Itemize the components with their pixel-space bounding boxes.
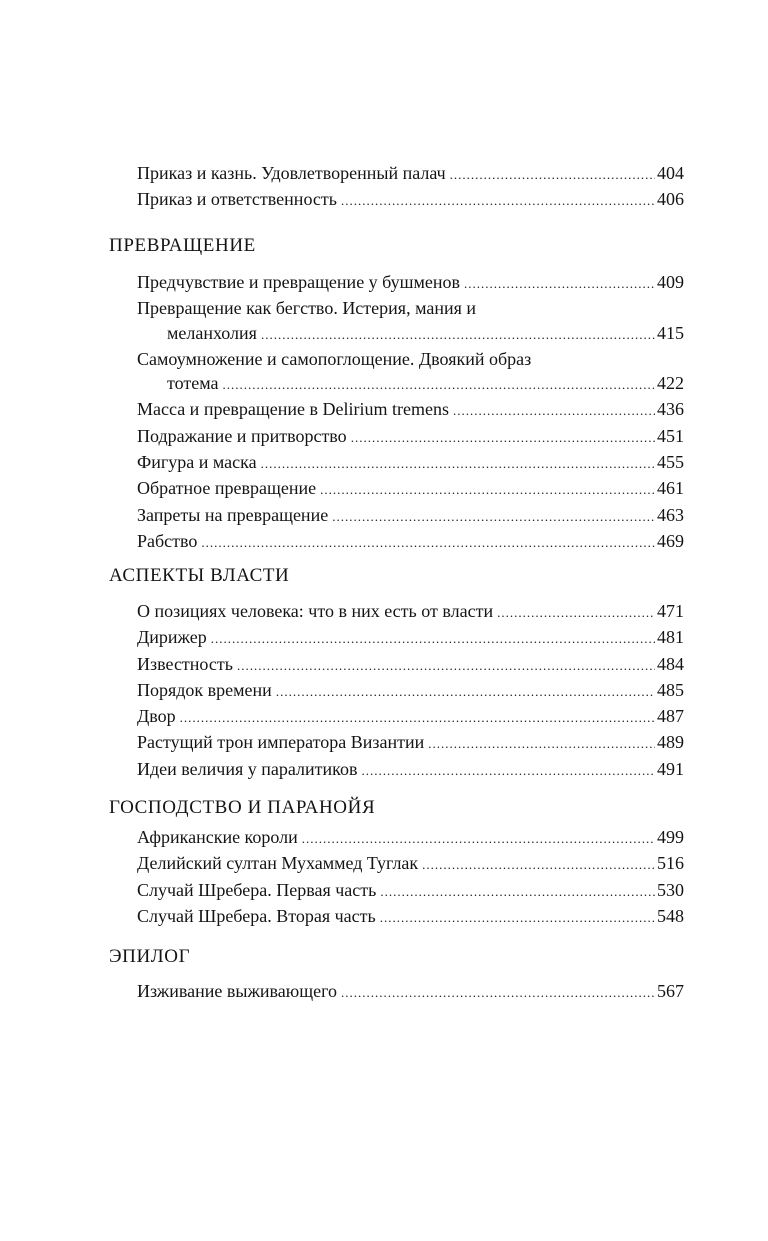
toc-entry-title: Приказ и казнь. Удовлетворенный палач — [137, 163, 446, 183]
toc-entry-title: меланхолия — [167, 322, 257, 343]
toc-entry-title: Известность — [137, 653, 233, 674]
dot-leader — [276, 680, 655, 704]
dot-leader — [428, 732, 655, 756]
toc-entry-title: Предчувствие и превращение у бушменов — [137, 272, 461, 292]
toc-entry[interactable] — [137, 599, 684, 625]
toc-entry[interactable] — [137, 296, 684, 347]
toc-page-number: 548 — [657, 905, 684, 926]
section-heading: ГОСПОДСТВО И ПАРАНОЙЯ — [109, 797, 376, 818]
dot-leader — [361, 759, 655, 783]
dot-leader — [380, 880, 655, 904]
dot-leader — [341, 981, 655, 1005]
toc-entry[interactable] — [137, 424, 684, 450]
toc-page-number: 422 — [657, 373, 684, 394]
toc-page-number: 481 — [657, 627, 684, 648]
toc-entry[interactable] — [137, 187, 684, 213]
dot-leader — [302, 827, 655, 851]
toc-page-number: 406 — [657, 189, 684, 210]
dot-leader — [450, 163, 655, 187]
toc-entry[interactable] — [137, 704, 684, 730]
dot-leader — [453, 399, 655, 423]
toc-page-number: 485 — [657, 679, 684, 700]
toc-page-number: 469 — [657, 530, 684, 551]
dot-leader — [261, 452, 655, 476]
toc-entry-title: тотема — [167, 373, 219, 394]
toc-entry-title: Обратное превращение — [137, 478, 317, 499]
toc-entry-title: Рабство — [137, 530, 198, 551]
dot-leader — [422, 853, 655, 877]
toc-page-number: 516 — [657, 853, 684, 874]
toc-page-number: 436 — [657, 399, 684, 420]
toc-entry[interactable] — [137, 529, 684, 555]
toc-section-transformation — [109, 234, 689, 555]
toc-entry-title: Растущий трон императора Византии — [137, 732, 425, 753]
toc-section-aspects-of-power — [109, 564, 689, 783]
toc-entry-title-line1: Превращение как бегство. Истерия, мания и — [137, 298, 477, 319]
toc-entry[interactable] — [137, 678, 684, 704]
dot-leader — [180, 706, 655, 730]
toc-page-number: 404 — [657, 163, 684, 183]
dot-leader — [332, 505, 655, 529]
dot-leader — [237, 654, 655, 678]
toc-section-epilogue — [109, 945, 689, 1005]
toc-entry[interactable] — [137, 730, 684, 756]
toc-entry[interactable] — [137, 652, 684, 678]
toc-entry[interactable] — [137, 161, 684, 187]
toc-section-continuation — [109, 161, 689, 214]
toc-entry[interactable] — [137, 878, 684, 904]
dot-leader — [351, 426, 655, 450]
toc-page-number: 461 — [657, 478, 684, 499]
toc-page-number: 489 — [657, 732, 684, 753]
toc-page-number: 487 — [657, 706, 684, 727]
dot-leader — [464, 272, 655, 296]
toc-entry-title: Приказ и ответственность — [137, 189, 337, 210]
toc-entry-title: О позициях человека: что в них есть от власти — [137, 601, 494, 621]
toc-entry[interactable] — [137, 397, 684, 423]
toc-entry[interactable] — [137, 503, 684, 529]
toc-entry-title: Порядок времени — [137, 679, 272, 700]
toc-entry-title-line1: Самоумножение и самопоглощение. Двоякий образ — [137, 348, 532, 369]
toc-entry[interactable] — [137, 825, 684, 851]
toc-page-number: 455 — [657, 452, 684, 473]
dot-leader — [211, 627, 655, 651]
toc-entry-title: Идеи величия у паралитиков — [137, 758, 358, 779]
toc-page-number: 484 — [657, 653, 684, 674]
toc-entry-title: Подражание и притворство — [137, 425, 347, 446]
toc-entry-title: Изживание выживающего — [137, 981, 338, 1001]
toc-entry[interactable] — [137, 757, 684, 783]
toc-entry[interactable] — [137, 450, 684, 476]
dot-leader — [223, 373, 655, 397]
toc-entry[interactable] — [137, 851, 684, 877]
toc-entry[interactable] — [137, 625, 684, 651]
dot-leader — [201, 531, 655, 555]
dot-leader — [341, 189, 655, 213]
toc-entry-title: Случай Шребера. Вторая часть — [137, 905, 376, 926]
toc-entry[interactable] — [137, 347, 684, 398]
section-heading: ПРЕВРАЩЕНИЕ — [109, 235, 256, 256]
section-heading: АСПЕКТЫ ВЛАСТИ — [109, 565, 290, 586]
section-heading: ЭПИЛОГ — [109, 946, 191, 967]
dot-leader — [320, 478, 655, 502]
toc-entry-title: Запреты на превращение — [137, 504, 329, 525]
toc-page-number: 471 — [657, 601, 684, 621]
toc-page-number: 415 — [657, 322, 684, 343]
toc-entry-title: Делийский султан Мухаммед Туглак — [137, 853, 419, 874]
toc-entry-title: Фигура и маска — [137, 452, 257, 473]
toc-page-number: 567 — [657, 981, 684, 1001]
toc-entry-title: Масса и превращение в Delirium tremens — [137, 399, 449, 420]
dot-leader — [380, 906, 655, 930]
toc-page-number: 491 — [657, 758, 684, 779]
toc-section-domination-and-paranoia — [109, 796, 689, 930]
toc-entry[interactable] — [137, 904, 684, 930]
toc-entry[interactable] — [137, 979, 684, 1005]
toc-page-number: 499 — [657, 827, 684, 847]
toc-page-number: 530 — [657, 879, 684, 900]
toc-entry-title: Африканские короли — [137, 827, 298, 847]
dot-leader — [261, 323, 655, 347]
toc-entry[interactable] — [137, 476, 684, 502]
toc-page-number: 463 — [657, 504, 684, 525]
toc-entry-title: Случай Шребера. Первая часть — [137, 879, 377, 900]
toc-entry-title: Дирижер — [137, 627, 207, 648]
toc-page-number: 451 — [657, 425, 684, 446]
toc-entry-title: Двор — [137, 706, 176, 727]
toc-entry[interactable] — [137, 270, 684, 296]
toc-page-number: 409 — [657, 272, 684, 292]
dot-leader — [497, 601, 655, 625]
